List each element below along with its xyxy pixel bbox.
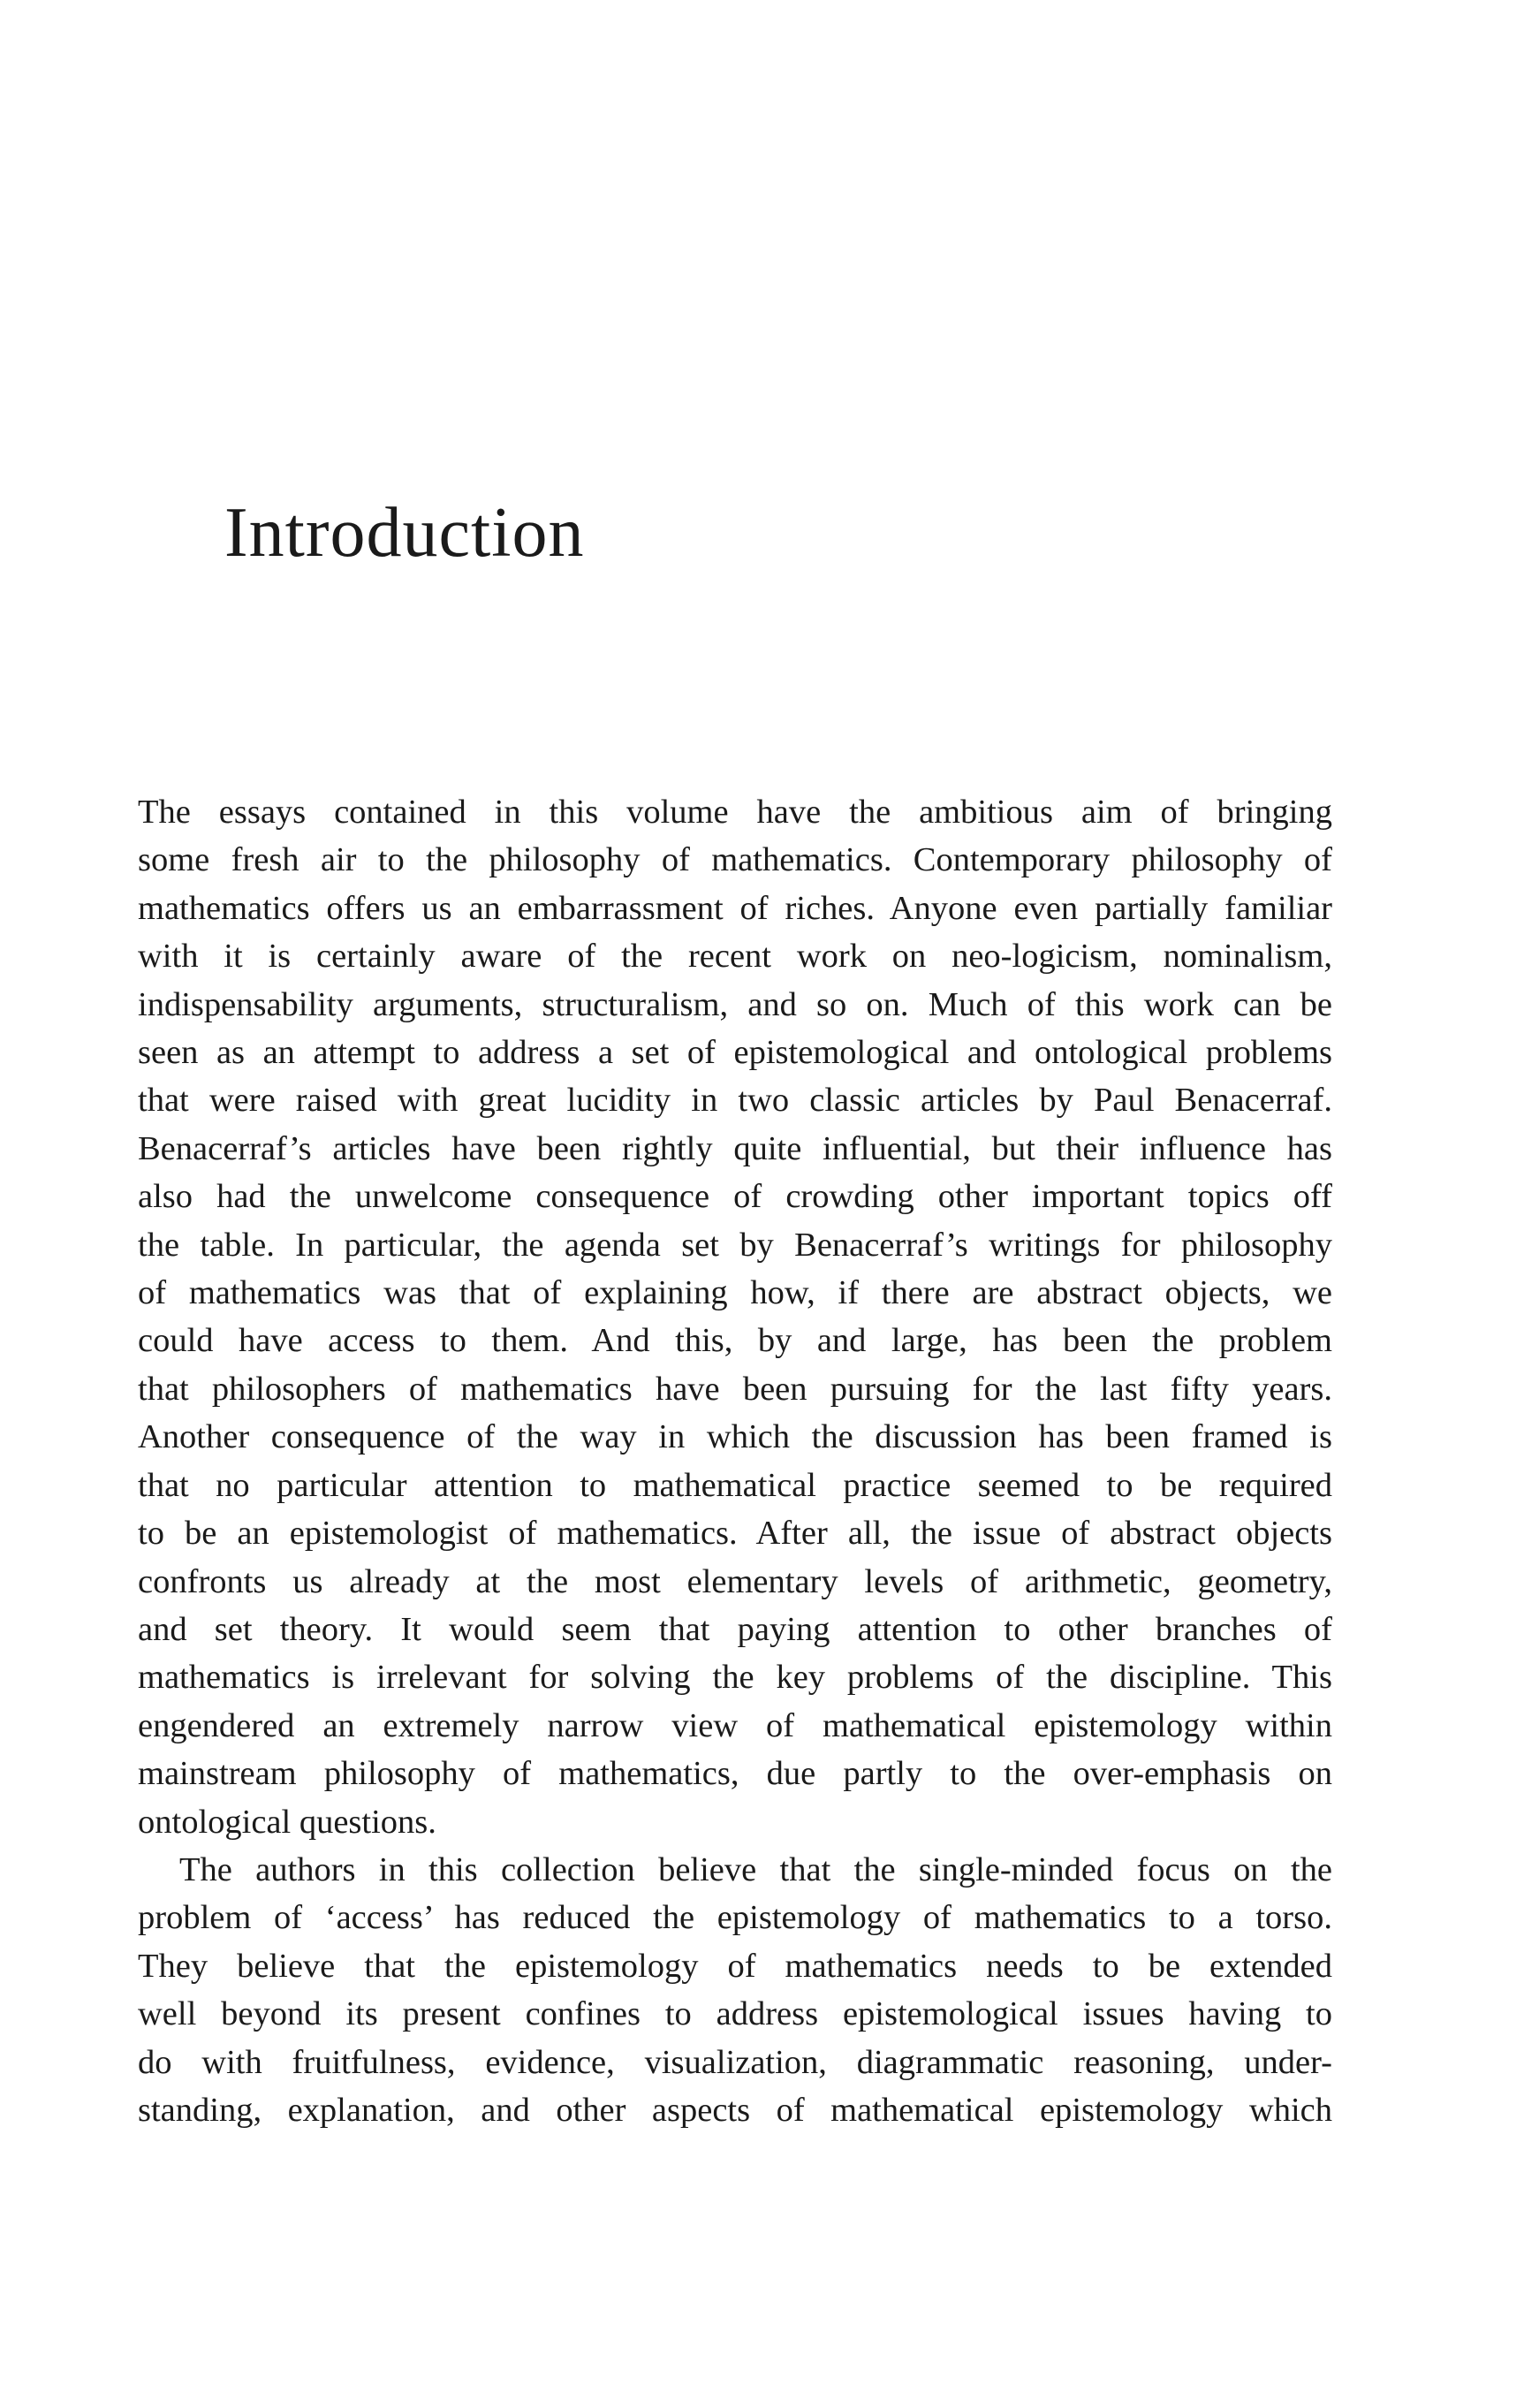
body-text <box>138 788 1332 2134</box>
text-line: well beyond its present confines to address epistemological issues having to <box>138 1995 1332 2033</box>
text-line: standing, explanation, and other aspects of mathematical epistemology which <box>138 2091 1332 2129</box>
text-line: They believe that the epistemology of mathematics needs to be extended <box>138 1947 1332 1985</box>
text-line: seen as an attempt to address a set of epistemological and ontological problems <box>138 1034 1332 1072</box>
paragraph-2 <box>138 1846 1332 2134</box>
text-line: The authors in this collection believe that the single-minded focus on the <box>179 1850 1332 1888</box>
text-line: mathematics offers us an embarrassment of riches. Anyone even partially familiar <box>138 889 1332 927</box>
chapter-title: Introduction <box>224 494 585 572</box>
text-line: the table. In particular, the agenda set by Benacerraf’s writings for philosophy <box>138 1226 1332 1264</box>
text-line: ontological questions. <box>138 1803 436 1841</box>
text-line: do with fruitfulness, evidence, visualization, diagrammatic reasoning, under- <box>138 2043 1332 2081</box>
text-line: some fresh air to the philosophy of mathematics. Contemporary philosophy of <box>138 841 1332 879</box>
text-line: with it is certainly aware of the recent work on neo-logicism, nominalism, <box>138 938 1332 976</box>
text-line: and set theory. It would seem that paying attention to other branches of <box>138 1610 1332 1648</box>
text-line: indispensability arguments, structuralism, and so on. Much of this work can be <box>138 985 1332 1023</box>
text-line: that philosophers of mathematics have been pursuing for the last fifty years. <box>138 1370 1332 1408</box>
text-line: Another consequence of the way in which the discussion has been framed is <box>138 1418 1332 1456</box>
text-line: that were raised with great lucidity in two classic articles by Paul Benacerraf. <box>138 1082 1332 1120</box>
text-line: mathematics is irrelevant for solving the key problems of the discipline. This <box>138 1659 1332 1697</box>
text-line: The essays contained in this volume have the ambitious aim of bringing <box>138 794 1332 831</box>
text-line: also had the unwelcome consequence of crowding other important topics off <box>138 1178 1332 1216</box>
text-line: confronts us already at the most elementary levels of arithmetic, geometry, <box>138 1562 1332 1600</box>
text-line: could have access to them. And this, by and large, has been the problem <box>138 1322 1332 1360</box>
text-line: Benacerraf’s articles have been rightly quite influential, but their influence has <box>138 1129 1332 1167</box>
text-line: that no particular attention to mathematical practice seemed to be required <box>138 1466 1332 1504</box>
text-line: engendered an extremely narrow view of mathematical epistemology within <box>138 1706 1332 1744</box>
paragraph-1 <box>138 788 1332 1846</box>
text-line: mainstream philosophy of mathematics, due partly to the over-emphasis on <box>138 1755 1332 1793</box>
text-line: of mathematics was that of explaining how, if there are abstract objects, we <box>138 1274 1332 1312</box>
text-line: to be an epistemologist of mathematics. After all, the issue of abstract objects <box>138 1515 1332 1553</box>
text-line: problem of ‘access’ has reduced the epistemology of mathematics to a torso. <box>138 1899 1332 1937</box>
